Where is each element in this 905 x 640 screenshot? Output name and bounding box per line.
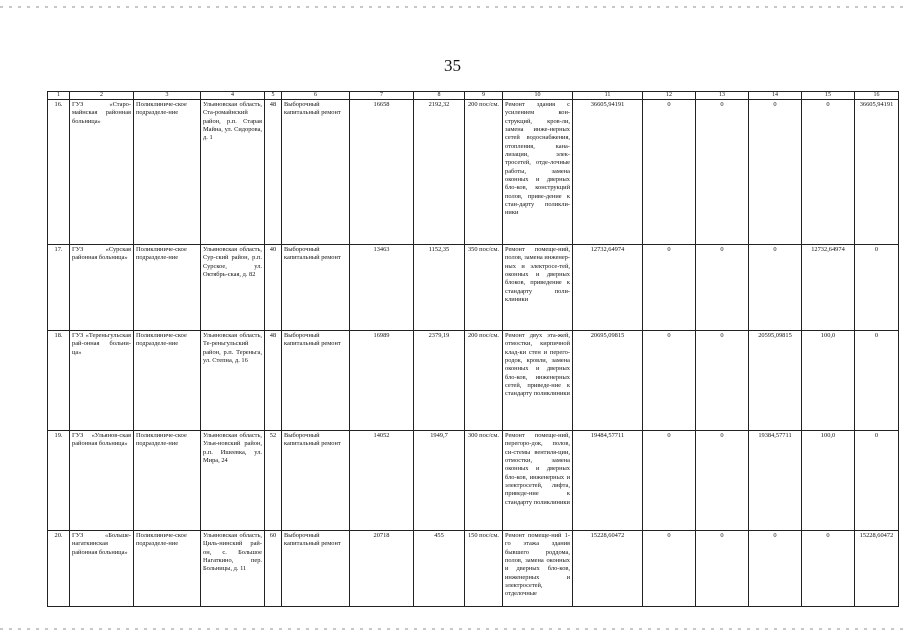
col-13-value: 0 xyxy=(696,431,749,531)
capacity: 200 пос/см. xyxy=(465,100,503,245)
column-header: 5 xyxy=(265,92,282,100)
col-12-value: 0 xyxy=(643,245,696,331)
subdivision: Поликлиниче-ское подразделе-ние xyxy=(134,431,201,531)
col-8-value: 2379,19 xyxy=(414,331,465,431)
col-14-value: 0 xyxy=(749,531,802,607)
column-header: 13 xyxy=(696,92,749,100)
work-type: Выборочный капитальный ремонт xyxy=(282,331,350,431)
work-type: Выборочный капитальный ремонт xyxy=(282,100,350,245)
col-13-value: 0 xyxy=(696,245,749,331)
col-14-value: 0 xyxy=(749,245,802,331)
col-12-value: 0 xyxy=(643,531,696,607)
col-12-value: 0 xyxy=(643,100,696,245)
column-header: 3 xyxy=(134,92,201,100)
column-header: 6 xyxy=(282,92,350,100)
row-number: 17. xyxy=(48,245,70,331)
column-header: 1 xyxy=(48,92,70,100)
capacity: 300 пос/см. xyxy=(465,431,503,531)
table-row xyxy=(48,245,899,331)
col-16-value: 36605,94191 xyxy=(855,100,899,245)
table-row xyxy=(48,331,899,431)
subdivision: Поликлиниче-ское подразделе-ние xyxy=(134,531,201,607)
col-16-value: 0 xyxy=(855,331,899,431)
address: Ульяновская область, Циль-нинский рай-он, с. Большое Нагаткино, пер. Больницы, д. 11 xyxy=(201,531,265,607)
total-cost: 36605,94191 xyxy=(573,100,643,245)
col-5-value: 48 xyxy=(265,331,282,431)
col-8-value: 1152,35 xyxy=(414,245,465,331)
address: Ульяновская область, Сур-ский район, р.п. Сурское, ул. Октябрь-ская, д. 82 xyxy=(201,245,265,331)
total-cost: 15228,60472 xyxy=(573,531,643,607)
address: Ульяновская область, Те-реньгульский район, р.п. Тереньга, ул. Степна, д. 16 xyxy=(201,331,265,431)
column-number-row xyxy=(48,92,899,100)
subdivision: Поликлиниче-ское подразделе-ние xyxy=(134,331,201,431)
column-header: 10 xyxy=(503,92,573,100)
col-15-value: 12732,64974 xyxy=(802,245,855,331)
work-type: Выборочный капитальный ремонт xyxy=(282,245,350,331)
col-5-value: 48 xyxy=(265,100,282,245)
column-header: 11 xyxy=(573,92,643,100)
col-13-value: 0 xyxy=(696,100,749,245)
column-header: 7 xyxy=(350,92,414,100)
col-16-value: 0 xyxy=(855,245,899,331)
total-cost: 19484,57711 xyxy=(573,431,643,531)
col-7-value: 14052 xyxy=(350,431,414,531)
work-description: Ремонт помеще-ний 1-го этажа здания бывшего роддома, полов, замена оконных и дверных бло-ков, инженерных и электросетей, отделочные xyxy=(503,531,573,607)
col-13-value: 0 xyxy=(696,531,749,607)
column-header: 4 xyxy=(201,92,265,100)
capacity: 150 пос/см. xyxy=(465,531,503,607)
col-8-value: 455 xyxy=(414,531,465,607)
col-7-value: 16989 xyxy=(350,331,414,431)
table-row xyxy=(48,431,899,531)
col-13-value: 0 xyxy=(696,331,749,431)
organization-name: ГУЗ «Старо-майнская районная больница» xyxy=(70,100,134,245)
work-type: Выборочный капитальный ремонт xyxy=(282,531,350,607)
row-number: 19. xyxy=(48,431,70,531)
column-header: 12 xyxy=(643,92,696,100)
col-12-value: 0 xyxy=(643,331,696,431)
col-14-value: 19384,57711 xyxy=(749,431,802,531)
col-15-value: 0 xyxy=(802,100,855,245)
column-header: 15 xyxy=(802,92,855,100)
col-14-value: 0 xyxy=(749,100,802,245)
organization-name: ГУЗ «Ульянов-ская районная больница» xyxy=(70,431,134,531)
column-header: 2 xyxy=(70,92,134,100)
table-row xyxy=(48,531,899,607)
row-number: 18. xyxy=(48,331,70,431)
page-number: 35 xyxy=(444,56,461,75)
col-8-value: 2192,32 xyxy=(414,100,465,245)
col-15-value: 100,0 xyxy=(802,431,855,531)
col-12-value: 0 xyxy=(643,431,696,531)
work-description: Ремонт здания с усилением кон-струкций, кров-ли, замена инже-нерных сетей водоснабжения, отопления, кана-лизации, элек-тросетей, отде-лочные работы, замена оконных и дверных бло-ков, конструкций полов, приве-дение к стан-дарту поликли-ники xyxy=(503,100,573,245)
column-header: 9 xyxy=(465,92,503,100)
subdivision: Поликлиниче-ское подразделе-ние xyxy=(134,100,201,245)
work-description: Ремонт помеще-ний, перегоро-док, полов, си-стемы вентиля-ции, отмостки, замена оконных и дверных бло-ков, инженерных и электросетей, лифта, приведе-ние к стандарту поликлиники xyxy=(503,431,573,531)
column-header: 14 xyxy=(749,92,802,100)
capacity: 200 пос/см. xyxy=(465,331,503,431)
address: Ульяновская область, Ста-ромайнский район, р.п. Старая Майна, ул. Сидорова, д. 1 xyxy=(201,100,265,245)
row-number: 16. xyxy=(48,100,70,245)
organization-name: ГУЗ «Больше-нагаткинская районная больница» xyxy=(70,531,134,607)
organization-name: ГУЗ «Тереньгульская рай-онная больни-ца» xyxy=(70,331,134,431)
column-header: 8 xyxy=(414,92,465,100)
top-scan-edge xyxy=(0,6,905,8)
organization-name: ГУЗ «Сурская районная больница» xyxy=(70,245,134,331)
capacity: 350 пос/см. xyxy=(465,245,503,331)
capital-repair-table xyxy=(47,91,899,607)
address: Ульяновская область, Улья-новский район, р.п. Ишеевка, ул. Мира, 24 xyxy=(201,431,265,531)
col-15-value: 100,0 xyxy=(802,331,855,431)
column-header: 16 xyxy=(855,92,899,100)
col-14-value: 20595,09815 xyxy=(749,331,802,431)
col-7-value: 13463 xyxy=(350,245,414,331)
col-16-value: 0 xyxy=(855,431,899,531)
col-7-value: 20718 xyxy=(350,531,414,607)
col-15-value: 0 xyxy=(802,531,855,607)
col-5-value: 60 xyxy=(265,531,282,607)
col-5-value: 40 xyxy=(265,245,282,331)
work-description: Ремонт помеще-ний, полов, замена инженер-ных и электросе-тей, оконных и дверных блоков, приведение к стандарту поли-клиники xyxy=(503,245,573,331)
col-7-value: 16658 xyxy=(350,100,414,245)
col-16-value: 15228,60472 xyxy=(855,531,899,607)
col-8-value: 1949,7 xyxy=(414,431,465,531)
bottom-scan-edge xyxy=(0,628,905,630)
work-description: Ремонт двух эта-жей, отмостки, кирпичной клад-ки стен и перего-родок, кровли, замена оконных и дверных бло-ков, инженерных сетей, приведе-ние к стандарту поликлиники xyxy=(503,331,573,431)
subdivision: Поликлиниче-ское подразделе-ние xyxy=(134,245,201,331)
col-5-value: 52 xyxy=(265,431,282,531)
total-cost: 12732,64974 xyxy=(573,245,643,331)
table-row xyxy=(48,100,899,245)
total-cost: 20695,09815 xyxy=(573,331,643,431)
row-number: 20. xyxy=(48,531,70,607)
table-body xyxy=(48,100,899,607)
work-type: Выборочный капитальный ремонт xyxy=(282,431,350,531)
